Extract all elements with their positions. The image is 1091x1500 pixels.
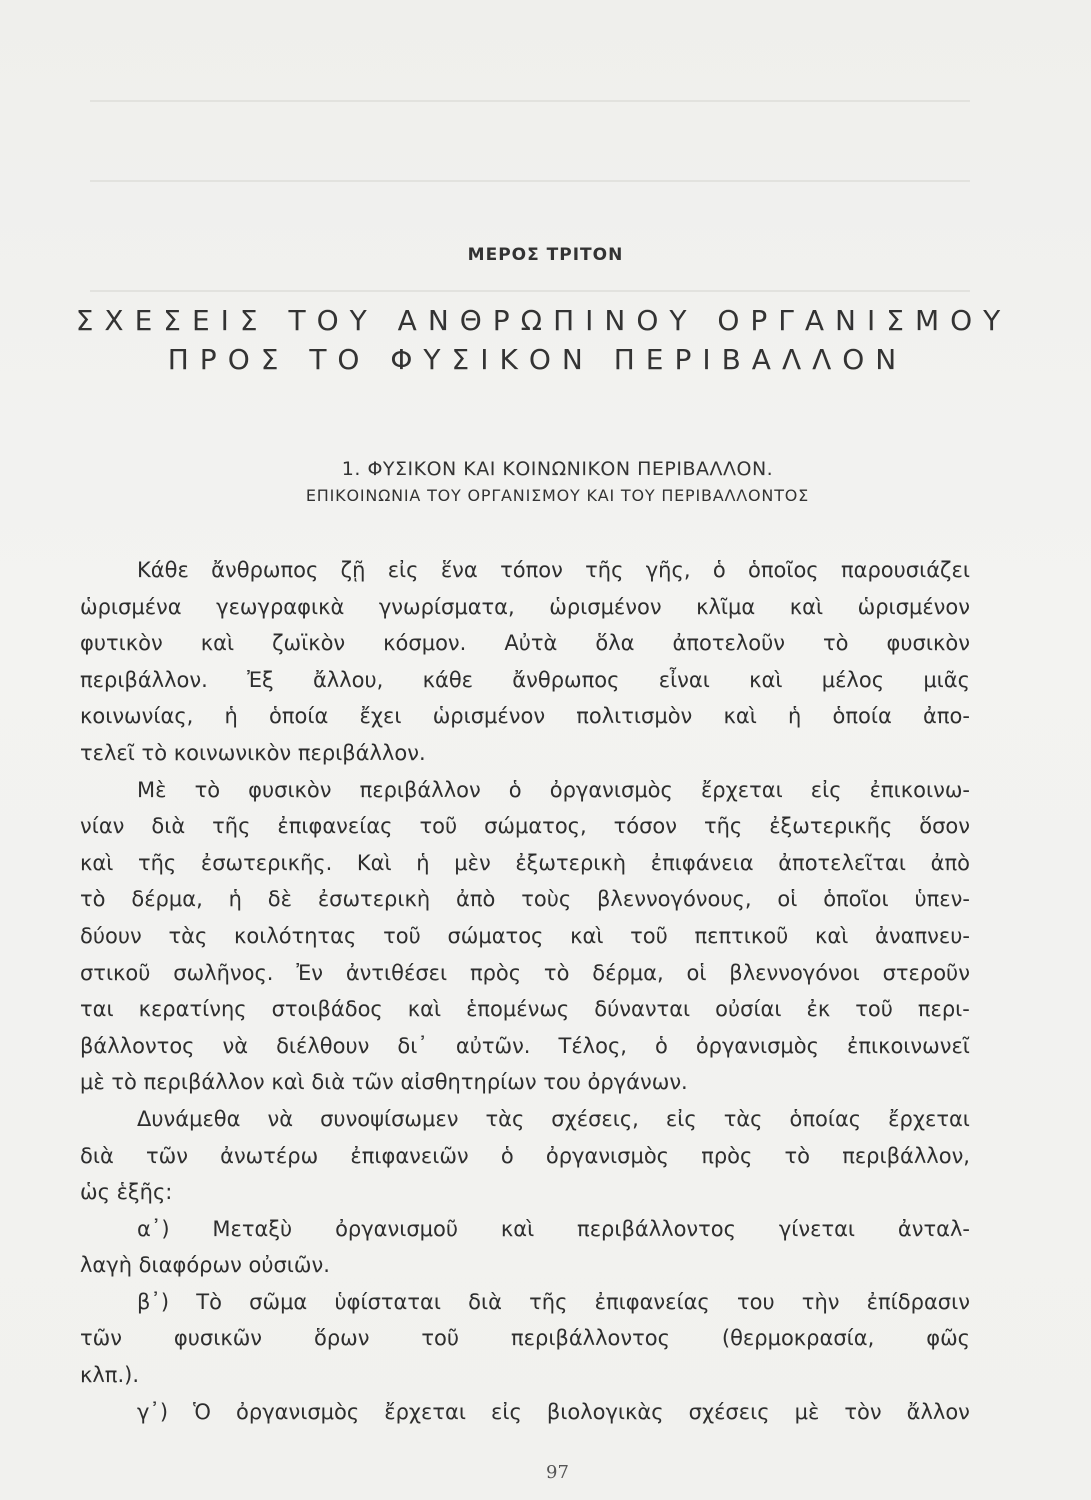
word: τόπον: [500, 558, 563, 582]
word: ὁ: [654, 1033, 668, 1058]
bleed-through-line: [90, 100, 970, 102]
word: τὸ: [823, 631, 849, 656]
word: δύνανται: [594, 997, 691, 1022]
word: ἄνθρωπος: [211, 558, 319, 582]
word: ἐσωτερικῆς.: [200, 850, 333, 875]
word: γνωρίσματα,: [378, 594, 515, 619]
word: οἱ: [686, 960, 707, 985]
word: ἔχει: [359, 704, 402, 729]
word: γεωγραφικὰ: [216, 594, 345, 619]
word: περιβάλλον,: [842, 1143, 970, 1168]
word: τὸ: [784, 1143, 811, 1168]
word: ἐξωτερικῆς: [769, 814, 893, 839]
text-line: [80, 662, 970, 699]
text-line: [80, 1394, 970, 1431]
word: τὸν: [844, 1399, 882, 1424]
word: καὶ: [815, 923, 849, 948]
word: ἄλλον: [906, 1399, 970, 1424]
word: ἀντιθέσει: [345, 960, 448, 985]
word: ὡρισμένον: [549, 594, 662, 619]
text-line: [80, 955, 970, 992]
word: οἱ: [777, 887, 798, 912]
word: στεροῦν: [882, 960, 970, 985]
word: καὶ: [570, 923, 604, 948]
word: διὰ: [468, 1289, 502, 1314]
word: τῶν: [145, 1143, 188, 1168]
word: στικοῦ: [80, 960, 151, 985]
word: ἐπίδρασιν: [866, 1289, 970, 1314]
text-line: [80, 552, 970, 589]
text-line: [80, 772, 970, 809]
word: κάθε: [422, 667, 474, 692]
word: νίαν: [80, 814, 125, 839]
text-line: [80, 1138, 970, 1175]
word: ἔρχεται: [700, 777, 783, 802]
word: συνοψίσωμεν: [320, 1106, 459, 1131]
word: τὰς: [723, 1106, 763, 1131]
word: τῆς: [212, 814, 251, 839]
word: πεπτικοῦ: [694, 923, 789, 948]
text-line: [80, 1211, 970, 1248]
word: ἡ: [224, 704, 238, 729]
word: διὰ: [80, 1143, 114, 1168]
word: φυσικῶν: [173, 1326, 263, 1351]
word: Κάθε: [137, 558, 189, 582]
word: ἡ: [228, 887, 242, 912]
word: τὴν: [801, 1289, 840, 1314]
text-line: [80, 991, 970, 1028]
word: δέρμα,: [131, 887, 203, 912]
word: περιβάλλον: [359, 777, 481, 802]
text-line: [80, 918, 970, 955]
word: δὲ: [267, 887, 292, 912]
text-line: [80, 881, 970, 918]
word: ὅλα: [595, 631, 635, 656]
word: δύουν: [80, 923, 142, 948]
word: ἐπιφανείας: [594, 1289, 710, 1314]
text-line: ὡς ἑξῆς:: [80, 1180, 173, 1205]
word: Δυνάμεθα: [137, 1106, 241, 1131]
word: καὶ: [80, 850, 114, 875]
text-line: [80, 589, 970, 626]
word: κερατίνης: [138, 997, 247, 1022]
word: αὐτῶν.: [455, 1033, 531, 1058]
word: εἶναι: [658, 667, 710, 692]
word: εἰς: [491, 1399, 522, 1424]
word: σώματος,: [484, 814, 587, 839]
word: ζωϊκὸν: [272, 631, 346, 656]
word: εἰς: [387, 558, 419, 582]
word: ὅρων: [313, 1326, 370, 1351]
word: καὶ: [749, 667, 783, 692]
word: βιολογικὰς: [546, 1399, 664, 1424]
word: βάλλοντος: [80, 1033, 195, 1058]
word: (θερμοκρασία,: [721, 1326, 875, 1351]
word: περιβάλλοντος: [577, 1216, 736, 1241]
word: σωλῆνος.: [173, 960, 274, 985]
word: εἰς: [810, 777, 842, 802]
word: περιβάλλον.: [80, 667, 208, 692]
word: καὶ: [500, 1216, 535, 1241]
word: σχέσεις,: [551, 1106, 639, 1131]
word: ἐπικοινω-: [869, 777, 970, 802]
word: ὀργανισμὸς: [549, 777, 673, 802]
word: τὸ: [194, 777, 221, 802]
word: μιᾶς: [923, 667, 970, 692]
word: ἐπιφάνεια: [650, 850, 754, 875]
word: ἔρχεται: [888, 1106, 970, 1131]
word: ἀποτελοῦν: [672, 631, 786, 656]
word: Ἐν: [296, 960, 323, 985]
word: Μὲ: [137, 777, 167, 802]
word: τοὺς: [521, 887, 572, 912]
word: ἔρχεται: [384, 1399, 466, 1424]
word: ἀνωτέρω: [220, 1143, 319, 1168]
word: ἀπὸ: [456, 887, 496, 912]
word: παρουσιάζει: [840, 558, 970, 582]
word: ἐπιφανειῶν: [350, 1143, 469, 1168]
word: ὅσον: [919, 814, 970, 839]
word: ὁ: [508, 777, 522, 802]
word: φυτικὸν: [80, 631, 163, 656]
part-title: ΜΕΡΟΣ ΤΡΙΤΟΝ: [467, 245, 624, 265]
word: στοιβάδος: [271, 997, 383, 1022]
chapter-title-line-2: ΕΠΙΚΟΙΝΩΝΙΑ ΤΟΥ ΟΡΓΑΝΙΣΜΟΥ ΚΑΙ ΤΟΥ ΠΕΡΙΒΑΛΛΟΝΤΟΣ: [305, 486, 810, 505]
text-line: [80, 845, 970, 882]
word: ἀναπνευ-: [875, 923, 970, 948]
word: ζῇ: [340, 558, 366, 582]
word: καὶ: [789, 594, 824, 619]
word: διέλθουν: [276, 1033, 370, 1058]
word: καὶ: [723, 704, 757, 729]
word: του: [736, 1289, 775, 1314]
text-line: [80, 808, 970, 845]
word: διὰ: [151, 814, 186, 839]
word: Τὸ: [196, 1289, 222, 1314]
word: ἀνταλ-: [897, 1216, 970, 1241]
word: τοῦ: [855, 997, 893, 1022]
word: ὁποίας: [789, 1106, 862, 1131]
word: μὲν: [454, 850, 491, 875]
text-line: [80, 1320, 970, 1357]
word: ἀπο-: [923, 704, 970, 729]
word: ὀργανισμὸς: [236, 1399, 360, 1424]
word: τὸ: [543, 960, 570, 985]
word: ται: [80, 997, 114, 1022]
word: νὰ: [267, 1106, 294, 1131]
word: τῆς: [703, 814, 743, 839]
word: τῆς: [585, 558, 624, 582]
word: φυσικὸν: [248, 777, 332, 802]
word: ἀποτελεῖται: [778, 850, 907, 875]
page-number: 97: [546, 1462, 569, 1483]
word: τοῦ: [421, 1326, 460, 1351]
word: τὸ: [80, 887, 106, 912]
word: πρὸς: [701, 1143, 753, 1168]
word: πρὸς: [469, 960, 522, 985]
word: δι᾽: [397, 1033, 428, 1058]
word: ἐξωτερικὴ: [515, 850, 627, 875]
word: σχέσεις: [688, 1399, 770, 1424]
word: ἀπὸ: [930, 850, 970, 875]
word: μέλος: [821, 667, 885, 692]
word: ὑπεν-: [914, 887, 970, 912]
word: νὰ: [222, 1033, 249, 1058]
word: τὰς: [168, 923, 208, 948]
word: ὀργανισμὸς: [695, 1033, 819, 1058]
main-title-line-2: ΠΡΟΣ ΤΟ ΦΥΣΙΚΟΝ ΠΕΡΙΒΑΛΛΟΝ: [167, 343, 908, 376]
word: ὁποῖοι: [823, 887, 889, 912]
word: εἰς: [665, 1106, 697, 1131]
word: ὡρισμένον: [432, 704, 546, 729]
word: κόσμον.: [383, 631, 467, 656]
word: κοινωνίας,: [80, 704, 194, 729]
word: τοῦ: [419, 814, 458, 839]
word: βλεννογόνοι: [729, 960, 860, 985]
word: σῶμα: [249, 1289, 308, 1314]
word: γίνεται: [778, 1216, 856, 1241]
text-line: [80, 625, 970, 662]
word: γ᾽): [137, 1399, 169, 1424]
text-line: [80, 698, 970, 735]
chapter-title-line-1: 1. ΦΥΣΙΚΟΝ ΚΑΙ ΚΟΙΝΩΝΙΚΟΝ ΠΕΡΙΒΑΛΛΟΝ.: [341, 458, 774, 480]
word: σώματος: [447, 923, 544, 948]
word: τόσον: [613, 814, 678, 839]
word: ἕνα: [440, 558, 478, 582]
word: Ὁ: [193, 1399, 211, 1424]
word: οὐσίαι: [715, 997, 782, 1022]
word: φῶς: [926, 1326, 970, 1351]
word: α᾽): [137, 1216, 170, 1241]
text-line: μὲ τὸ περιβάλλον καὶ διὰ τῶν αἰσθητηρίων του ὀργάνων.: [80, 1070, 688, 1095]
word: ὁ: [500, 1143, 514, 1168]
word: ὁποία: [269, 704, 329, 729]
text-line: κλπ.).: [80, 1363, 139, 1388]
bleed-through-line: [90, 180, 970, 182]
text-line: λαγὴ διαφόρων οὐσιῶν.: [80, 1253, 330, 1278]
word: καὶ: [200, 631, 235, 656]
word: τῶν: [80, 1326, 122, 1351]
word: ἡ: [416, 850, 430, 875]
word: Ἐξ: [247, 667, 274, 692]
word: ἐκ: [806, 997, 831, 1022]
word: Καὶ: [356, 850, 392, 875]
word: κοιλότητας: [233, 923, 357, 948]
word: ἄνθρωπος: [512, 667, 620, 692]
word: καὶ: [407, 997, 442, 1022]
word: περιβάλλοντος: [511, 1326, 670, 1351]
word: ἐσωτερικὴ: [317, 887, 431, 912]
word: τῆς: [137, 850, 177, 875]
word: τὰς: [485, 1106, 525, 1131]
text-line: [80, 1101, 970, 1138]
word: Μεταξὺ: [212, 1216, 293, 1241]
word: ὡρισμένον: [857, 594, 970, 619]
word: β᾽): [137, 1289, 170, 1314]
word: ὡρισμένα: [80, 594, 182, 619]
word: Αὐτὰ: [504, 631, 558, 656]
body-text: [80, 552, 970, 1430]
word: μὲ: [794, 1399, 820, 1424]
text-line: [80, 1028, 970, 1065]
word: ὀργανισμὸς: [545, 1143, 670, 1168]
word: τοῦ: [383, 923, 421, 948]
word: Τέλος,: [558, 1033, 627, 1058]
text-line: [80, 1284, 970, 1321]
word: τοῦ: [630, 923, 668, 948]
word: ὁποία: [832, 704, 892, 729]
word: ἡ: [788, 704, 802, 729]
word: φυσικὸν: [886, 631, 970, 656]
word: ἐπικοινωνεῖ: [846, 1033, 970, 1058]
word: περι-: [917, 997, 970, 1022]
word: ὀργανισμοῦ: [335, 1216, 459, 1241]
word: βλεννογόνους,: [597, 887, 752, 912]
text-line: τελεῖ τὸ κοινωνικὸν περιβάλλον.: [80, 740, 426, 765]
word: γῆς,: [645, 558, 691, 582]
word: δέρμα,: [592, 960, 664, 985]
word: ἐπιφανείας: [277, 814, 393, 839]
word: ἑπομένως: [466, 997, 570, 1022]
word: ὁποῖος: [748, 558, 819, 582]
word: πολιτισμὸν: [576, 704, 693, 729]
word: ὑφίσταται: [334, 1289, 441, 1314]
word: ἄλλου,: [312, 667, 384, 692]
word: ὁ: [712, 558, 726, 582]
word: κλῖμα: [696, 594, 756, 619]
word: τῆς: [529, 1289, 568, 1314]
bleed-through-line: [90, 290, 970, 292]
main-title-line-1: ΣΧΕΣΕΙΣ ΤΟΥ ΑΝΘΡΩΠΙΝΟΥ ΟΡΓΑΝΙΣΜΟΥ: [75, 304, 1012, 337]
